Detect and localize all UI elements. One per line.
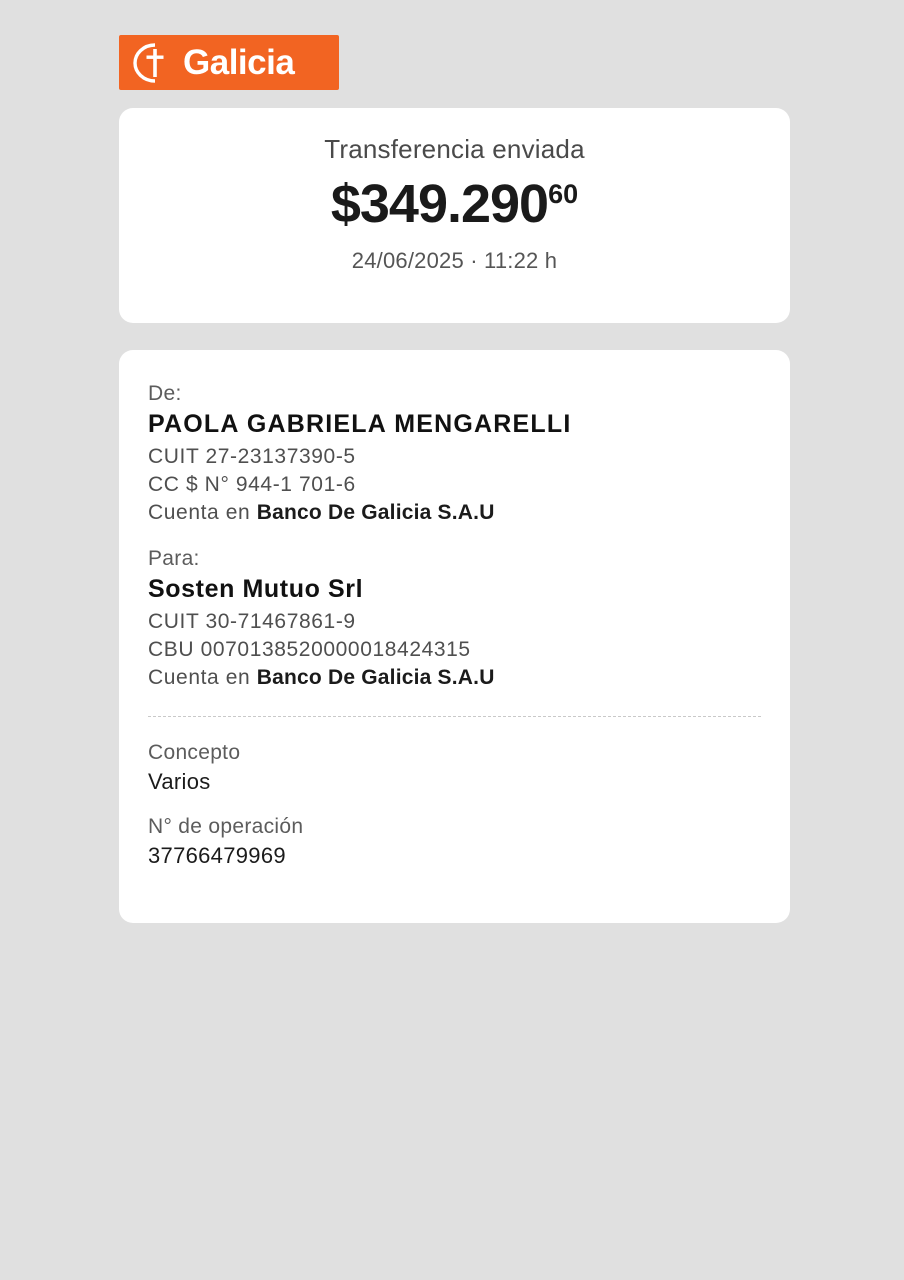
concept-field [148, 741, 761, 795]
galicia-logo [119, 35, 339, 90]
sender-tax-id: CUIT 27-23137390-5 [148, 445, 356, 468]
concept-label: Concepto [148, 741, 241, 764]
operation-value: 37766479969 [148, 843, 286, 868]
recipient-bank-name: Banco De Galicia S.A.U [256, 666, 495, 689]
recipient-tax-id: CUIT 30-71467861-9 [148, 610, 356, 633]
operation-label: N° de operación [148, 815, 304, 838]
sender-name: PAOLA GABRIELA MENGARELLI [148, 410, 572, 438]
galicia-torch-icon [133, 41, 177, 85]
transfer-amount-main: $349.290 [330, 174, 549, 234]
concept-value: Varios [148, 769, 211, 794]
sender-account: CC $ N° 944-1 701-6 [148, 473, 356, 496]
sender-block [148, 382, 761, 525]
operation-field [148, 815, 761, 869]
sender-bank [148, 501, 761, 525]
recipient-label: Para: [148, 547, 200, 570]
sender-label: De: [148, 382, 182, 405]
sender-bank-prefix: Cuenta en [148, 501, 257, 524]
transfer-datetime: 24/06/2025 · 11:22 h [351, 248, 558, 274]
recipient-account: CBU 0070138520000018424315 [148, 638, 471, 661]
section-divider [148, 716, 761, 717]
recipient-bank [148, 666, 761, 690]
recipient-name: Sosten Mutuo Srl [148, 575, 364, 603]
transfer-status-title: Transferencia enviada [324, 134, 585, 164]
sender-bank-name: Banco De Galicia S.A.U [256, 501, 495, 524]
transfer-amount [119, 175, 790, 234]
transfer-summary-card [119, 108, 790, 323]
transfer-amount-cents: 60 [548, 179, 579, 209]
recipient-block [148, 547, 761, 690]
recipient-bank-prefix: Cuenta en [148, 666, 257, 689]
galicia-logo-text: Galicia [183, 43, 295, 82]
transfer-detail-card [119, 350, 790, 923]
